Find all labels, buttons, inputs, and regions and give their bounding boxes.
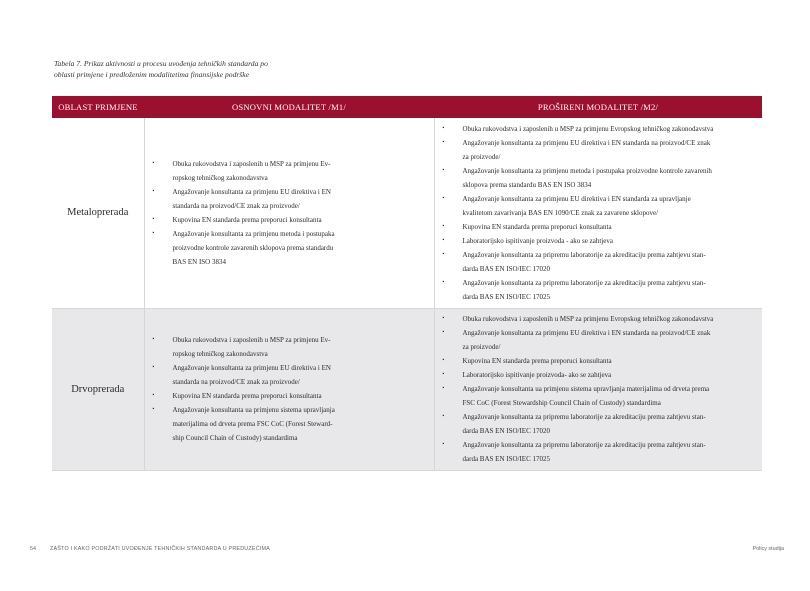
table-row-metaloprerada xyxy=(52,118,762,308)
list-item-text: Angažovanje konsultanta za primjenu metoda i postupaka proizvodne kontrole zavarenih sklopova prema standardu BAS EN ISO 3834 xyxy=(462,166,712,189)
bullet-icon: ▪ xyxy=(152,407,155,412)
list-item xyxy=(435,248,755,276)
header-osnovni-modalitet: OSNOVNI MODALITET /M1/ xyxy=(144,96,434,118)
list-item xyxy=(435,438,755,466)
bullet-icon: ▪ xyxy=(442,125,445,131)
list-item xyxy=(435,312,755,326)
list-item xyxy=(435,220,755,234)
m2-list xyxy=(435,312,763,466)
bullet-icon: ▪ xyxy=(442,316,445,321)
bullet-icon: ▪ xyxy=(152,393,155,398)
area-cell: Drvoprerada xyxy=(52,308,144,470)
list-item-text: Angažovanje konsultanta za pripremu laboratorije za akreditaciju prema zahtjevu stan- darda BAS EN ISO/IEC 17020 xyxy=(462,413,706,435)
list-item xyxy=(145,157,424,185)
page-number: 54 xyxy=(30,546,36,552)
list-item xyxy=(145,333,424,361)
table-row-drvoprerada xyxy=(52,308,762,470)
bullet-icon: ▪ xyxy=(442,414,445,419)
list-item-text: Angažovanje konsultanta ua primjenu sistema upravljanja materijalima od drveta prema FSC CoC (Forest Stewardship Council Chain of Custody) standardima xyxy=(462,385,710,407)
list-item-text: Angažovanje konsultanta za primjenu EU direktiva i EN standarda za upravljanje kvalitetom zavarivanja BAS EN 1090/CE znak za zavarene sklopove/ xyxy=(462,194,691,217)
bullet-icon: ▪ xyxy=(152,365,155,370)
list-item xyxy=(435,122,755,136)
bullet-icon: ▪ xyxy=(152,337,155,342)
list-item-text: Kupovina EN standarda prema preporuci konsultanta xyxy=(462,357,612,365)
bullet-icon: ▪ xyxy=(442,330,445,335)
list-item-text: Obuka rukovodstva i zaposlenih u MSP za primjenu Ev- ropskog tehničkog zakonodavstva xyxy=(172,159,331,182)
table-header-row xyxy=(52,96,762,118)
list-item-text: Angažovanje konsultanta za primjenu EU direktiva i EN standarda na proizvod/CE znak za proizvode/ xyxy=(172,187,331,210)
list-item xyxy=(435,164,755,192)
list-item-text: Angažovanje konsultanta za primjenu EU direktiva i EN standarda na proizvod/CE znak za proizvode/ xyxy=(462,138,711,161)
list-item-text: Obuka rukovodstva i zaposlenih u MSP za primjenu Ev- ropskog tehničkog zakonodavstva xyxy=(172,336,331,358)
list-item xyxy=(435,410,755,438)
area-cell: Metaloprerada xyxy=(52,118,144,308)
footer-series: Policy studija xyxy=(752,546,784,552)
list-item-text: Angažovanje konsultanta ua primjenu sistema upravljanja materijalima od drveta prema FSC CoC (Forest Steward- ship Council Chain of Custody) standardima xyxy=(172,406,335,442)
m2-list xyxy=(435,122,763,304)
m2-cell xyxy=(434,118,762,308)
list-item xyxy=(435,354,755,368)
list-item xyxy=(145,389,424,403)
list-item xyxy=(145,361,424,389)
list-item xyxy=(145,185,424,213)
header-oblast-primjene: OBLAST PRIMJENE xyxy=(52,96,144,118)
bullet-icon: ▪ xyxy=(442,237,445,243)
list-item xyxy=(435,368,755,382)
caption-line-1: Tabela 7. Prikaz aktivnosti u procesu uvođenja tehničkih standarda po xyxy=(54,59,268,68)
list-item xyxy=(435,192,755,220)
bullet-icon: ▪ xyxy=(442,195,445,201)
bullet-icon: ▪ xyxy=(442,442,445,447)
list-item-text: Angažovanje konsultanta za pripremu laboratorije za akreditaciju prema zahtjevu stan- darda BAS EN ISO/IEC 17020 xyxy=(462,250,706,273)
list-item-text: Angažovanje konsultanta za primjenu EU direktiva i EN standarda na proizvod/CE znak za proizvode/ xyxy=(172,364,331,386)
list-item xyxy=(435,276,755,304)
m1-cell xyxy=(144,308,434,470)
activities-table xyxy=(52,96,762,471)
bullet-icon: ▪ xyxy=(152,230,155,236)
m2-cell xyxy=(434,308,762,470)
bullet-icon: ▪ xyxy=(442,358,445,363)
list-item-text: Kupovina EN standarda prema preporuci konsultanta xyxy=(172,392,322,400)
table-caption xyxy=(54,58,314,80)
caption-line-2: oblasti primjene i predloženim modalitetima finansijske podrške xyxy=(54,70,250,79)
footer-title: ZAŠTO I KAKO PODRŽATI UVOĐENJE TEHNIČKIH STANDARDA U PREDUZEĆIMA xyxy=(50,546,270,552)
bullet-icon: ▪ xyxy=(152,160,155,166)
bullet-icon: ▪ xyxy=(152,188,155,194)
list-item-text: Kupovina EN standarda prema preporuci konsultanta xyxy=(172,215,322,224)
list-item-text: Laboratorijsko ispitivanje proizvoda - ako se zahtjeva xyxy=(462,236,613,245)
list-item-text: Obuka rukovodstva i zaposlenih u MSP za primjenu Evropskog tehničkog zakonodavstva xyxy=(462,315,714,323)
list-item xyxy=(435,234,755,248)
bullet-icon: ▪ xyxy=(442,372,445,377)
bullet-icon: ▪ xyxy=(442,279,445,285)
m1-list xyxy=(145,333,434,445)
list-item-text: Laboratorijsko ispitivanje proizvoda- ako se zahtjeva xyxy=(462,371,612,379)
bullet-icon: ▪ xyxy=(442,386,445,391)
bullet-icon: ▪ xyxy=(442,251,445,257)
list-item xyxy=(145,403,424,445)
header-prosireni-modalitet: PROŠIRENI MODALITET /M2/ xyxy=(434,96,762,118)
list-item xyxy=(145,213,424,227)
list-item-text: Angažovanje konsultanta za primjenu EU direktiva i EN standarda na proizvod/CE znak za proizvode/ xyxy=(462,329,711,351)
list-item-text: Obuka rukovodstva i zaposlenih u MSP za primjenu Evropskog tehničkog zakonodavstva xyxy=(462,124,714,133)
bullet-icon: ▪ xyxy=(442,139,445,145)
list-item-text: Angažovanje konsultanta za pripremu laboratorije za akreditaciju prema zahtjevu stan- darda BAS EN ISO/IEC 17025 xyxy=(462,441,706,463)
list-item xyxy=(435,326,755,354)
list-item xyxy=(145,227,424,269)
m1-cell xyxy=(144,118,434,308)
list-item xyxy=(435,136,755,164)
list-item-text: Kupovina EN standarda prema preporuci konsultanta xyxy=(462,222,612,231)
list-item xyxy=(435,382,755,410)
bullet-icon: ▪ xyxy=(152,216,155,222)
m1-list xyxy=(145,157,434,269)
list-item-text: Angažovanje konsultanta za primjenu metoda i postupaka proizvodne kontrole zavarenih sklopova prema standardu BAS EN ISO 3834 xyxy=(172,229,335,266)
bullet-icon: ▪ xyxy=(442,223,445,229)
list-item-text: Angažovanje konsultanta za pripremu laboratorije za akreditaciju prema zahtjevu stan- darda BAS EN ISO/IEC 17025 xyxy=(462,278,706,301)
bullet-icon: ▪ xyxy=(442,167,445,173)
